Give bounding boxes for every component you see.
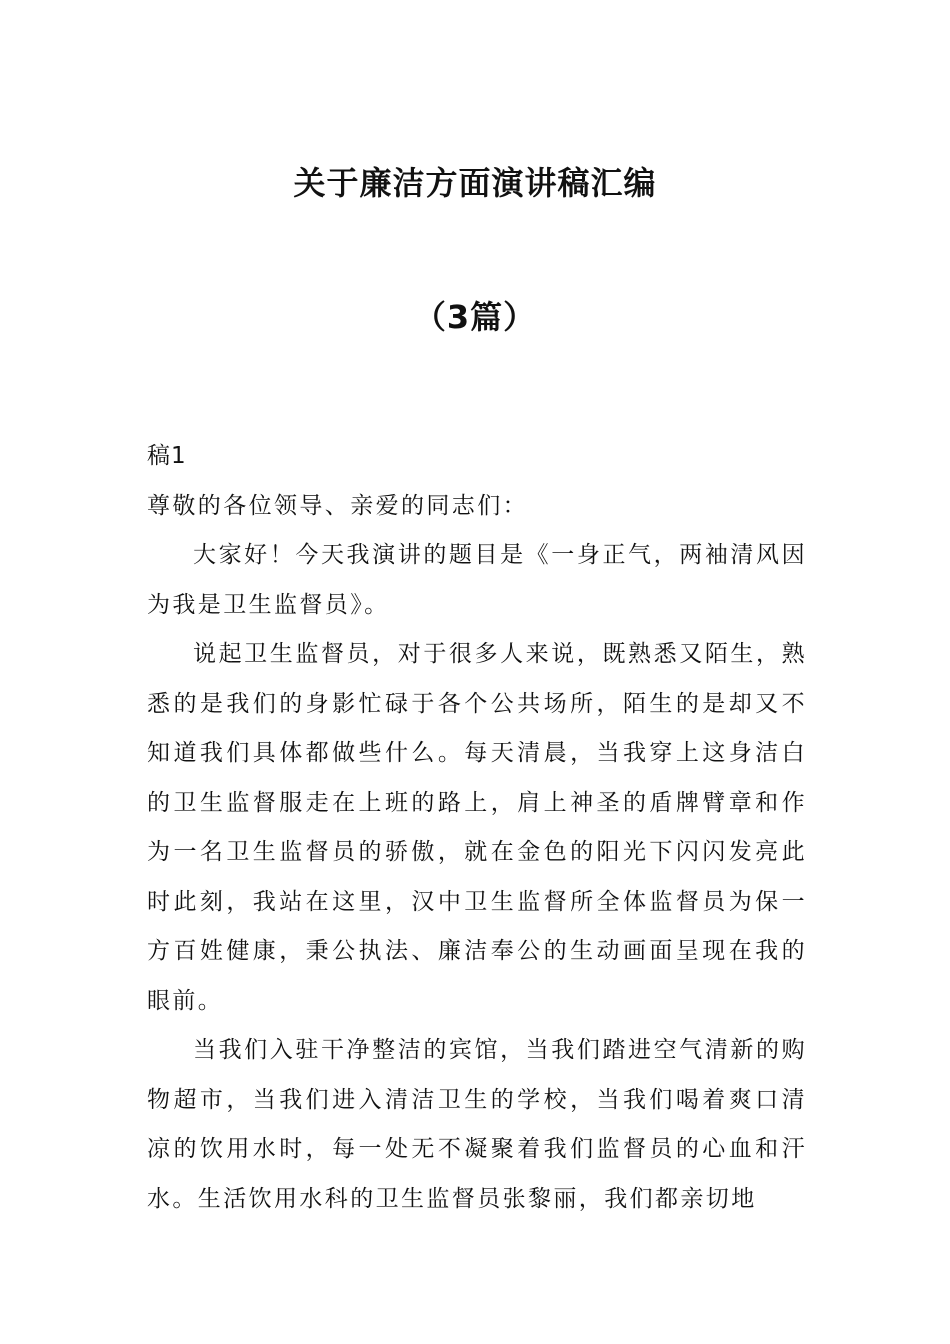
paragraph: 大家好！今天我演讲的题目是《一身正气，两袖清风因为我是卫生监督员》。 [147,542,807,618]
section-label: 稿1 [147,443,187,469]
document-body [147,432,807,1224]
paragraph: 说起卫生监督员，对于很多人来说，既熟悉又陌生，熟悉的是我们的身影忙碌于各个公共场所，陌生的是却又不知道我们具体都做些什么。每天清晨，当我穿上这身洁白的卫生监督服走在上班的路上，肩上神圣的盾牌臂章和作为一名卫生监督员的骄傲，就在金色的阳光下闪闪发亮此时此刻，我站在这里，汉中卫生监督所全体监督员为保一方百姓健康，秉公执法、廉洁奉公的生动画面呈现在我的眼前。 [147,641,807,1014]
paragraph: 当我们入驻干净整洁的宾馆，当我们踏进空气清新的购物超市，当我们进入清洁卫生的学校，当我们喝着爽口清凉的饮用水时，每一处无不凝聚着我们监督员的心血和汗水。生活饮用水科的卫生监督员张黎丽，我们都亲切地 [147,1037,807,1212]
document-subtitle: （3篇） [413,298,537,336]
document-title: 关于廉洁方面演讲稿汇编 [293,164,657,202]
salutation: 尊敬的各位领导、亲爱的同志们： [147,492,528,519]
